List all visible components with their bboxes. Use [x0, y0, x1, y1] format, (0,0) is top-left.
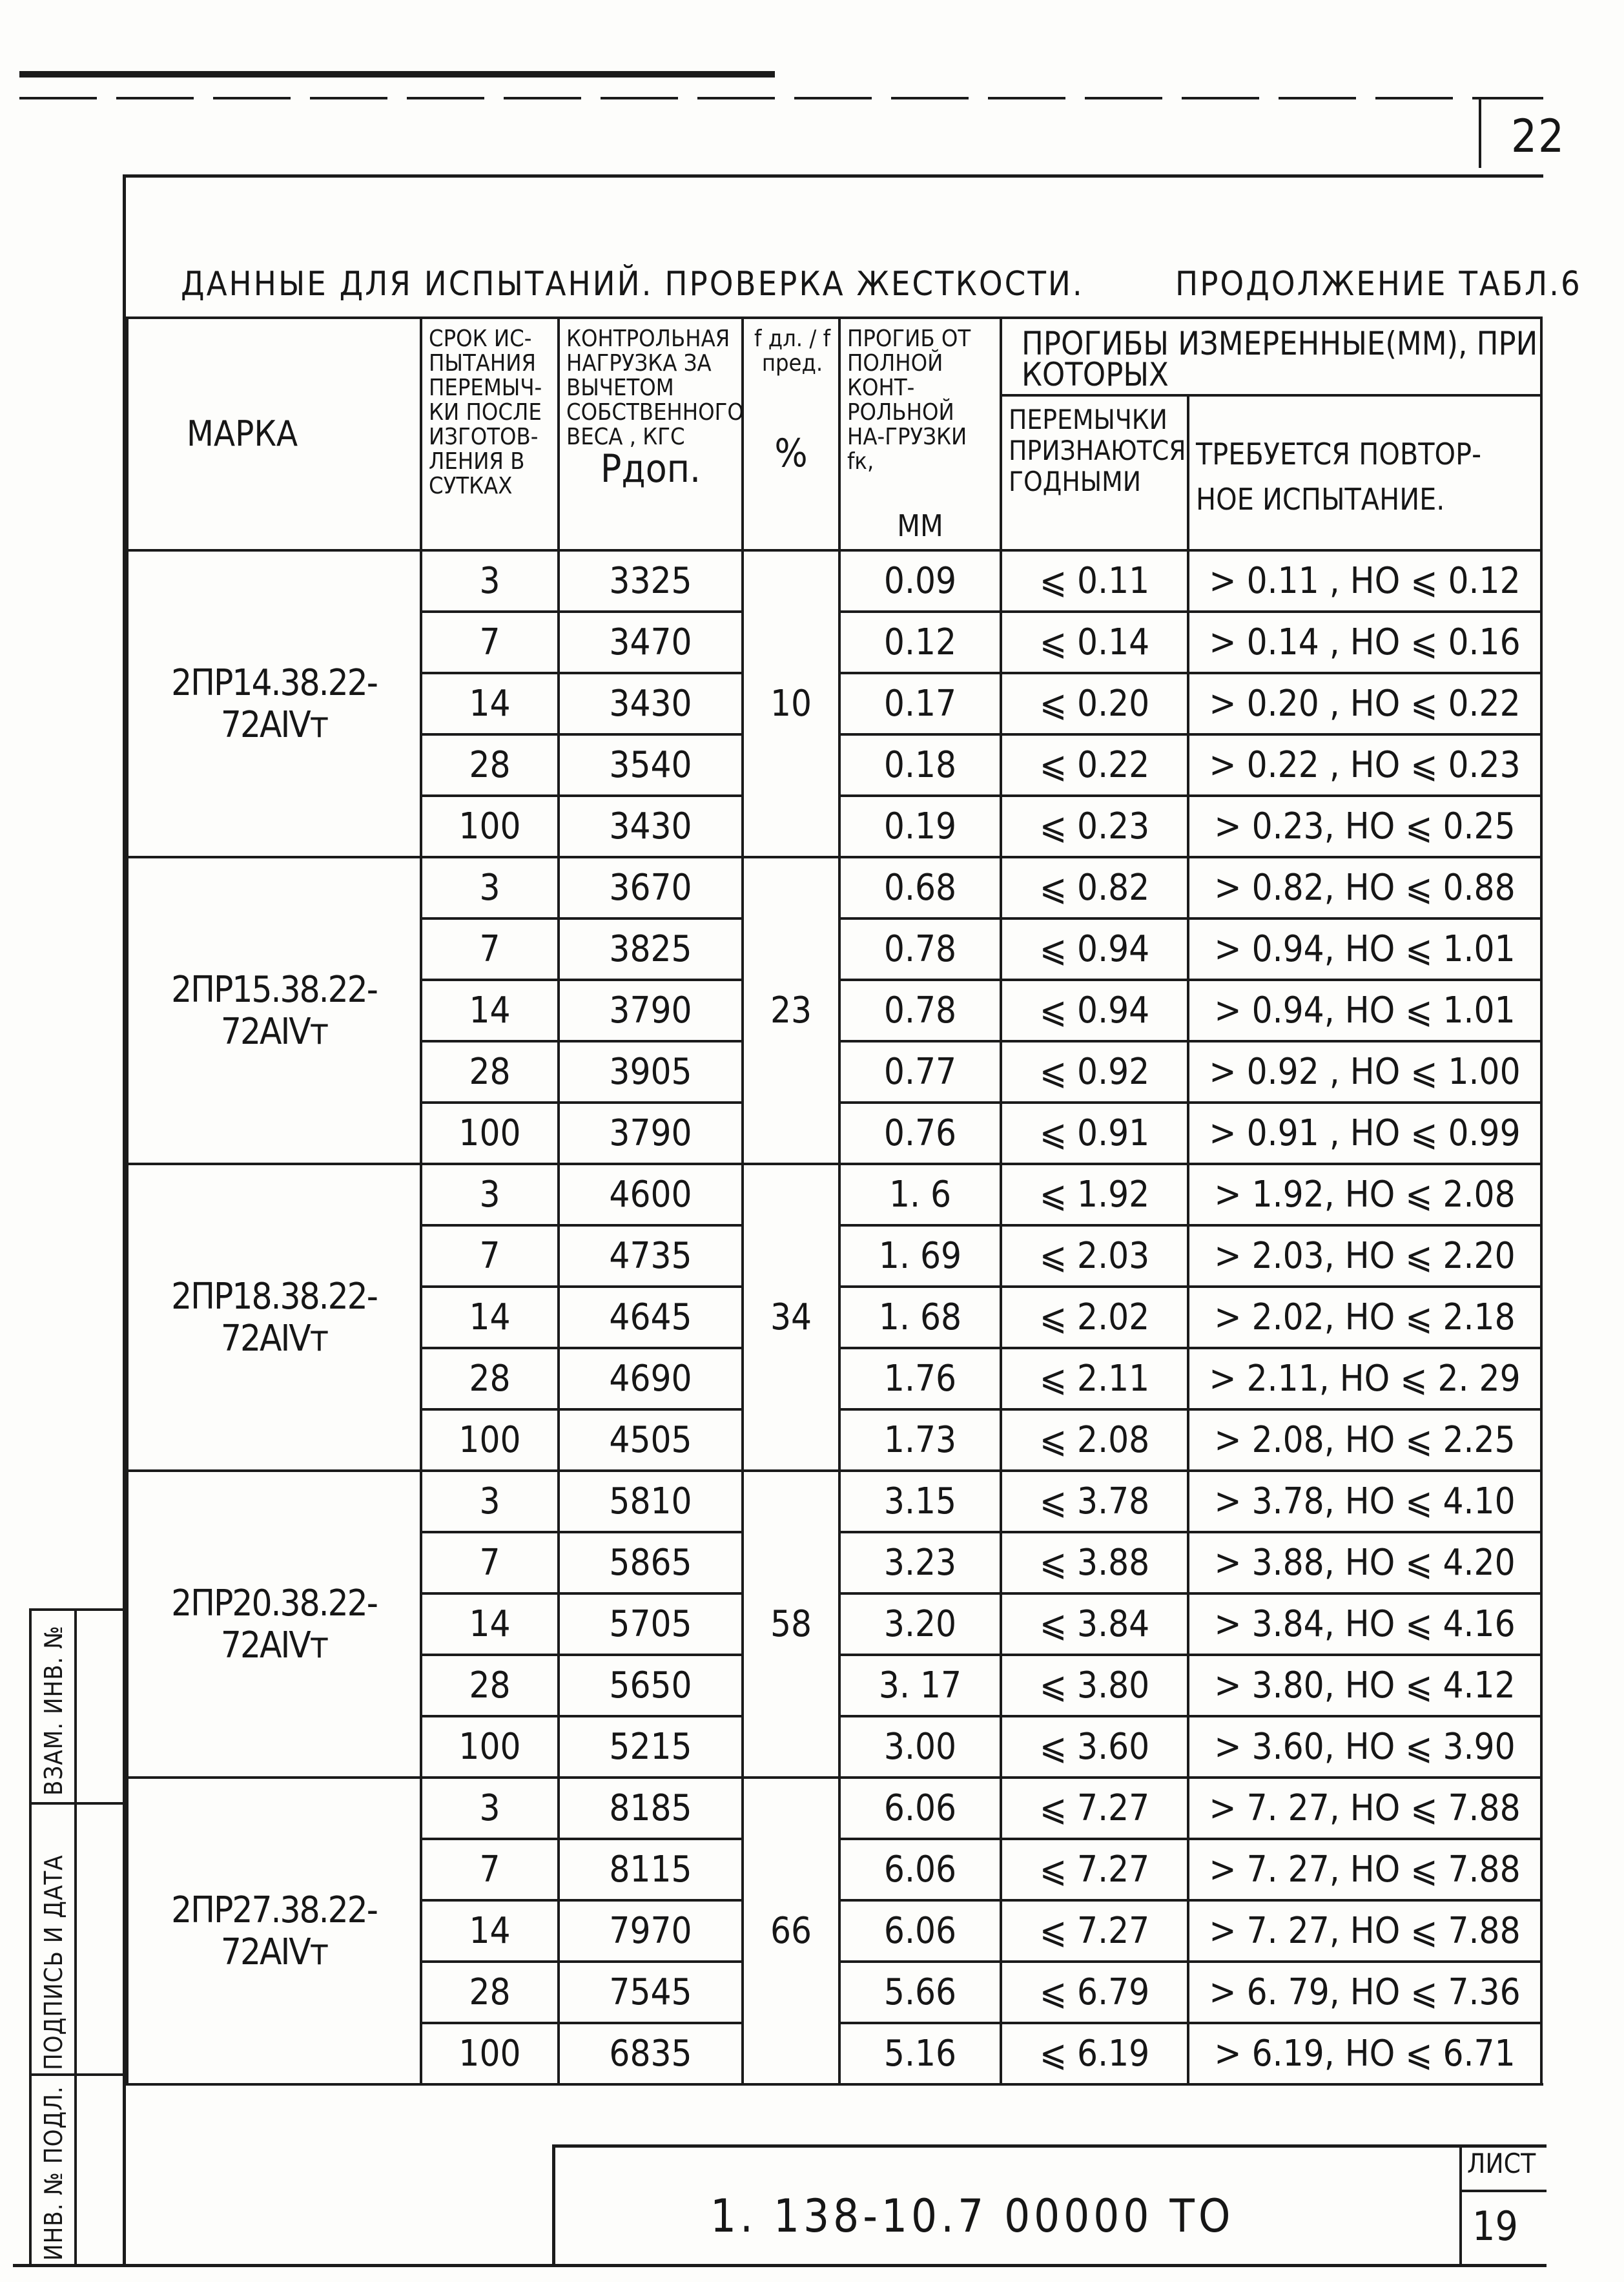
deflection-cell: 3.20	[839, 1593, 1001, 1655]
days-cell: 28	[421, 734, 559, 796]
good-limit-cell: ⩽ 0.11	[1001, 550, 1188, 612]
days-cell: 100	[421, 796, 559, 857]
good-limit-cell: ⩽ 3.88	[1001, 1532, 1188, 1593]
load-cell: 3790	[559, 980, 743, 1041]
retest-limit-cell: > 0.22 , НО ⩽ 0.23	[1188, 734, 1541, 796]
side-label-inv: ИНВ. № ПОДЛ.	[39, 2086, 68, 2261]
load-cell: 3430	[559, 673, 743, 734]
load-cell: 4505	[559, 1409, 743, 1471]
ratio-cell: 66	[743, 1778, 839, 2084]
load-cell: 4600	[559, 1164, 743, 1225]
deflection-cell: 0.19	[839, 796, 1001, 857]
load-cell: 6835	[559, 2023, 743, 2084]
load-cell: 7545	[559, 1962, 743, 2023]
side-strip-div1	[29, 1802, 123, 1805]
deflection-cell: 6.06	[839, 1778, 1001, 1839]
good-limit-cell: ⩽ 0.22	[1001, 734, 1188, 796]
retest-limit-cell: > 0.91 , НО ⩽ 0.99	[1188, 1103, 1541, 1164]
deflection-cell: 1. 6	[839, 1164, 1001, 1225]
good-limit-cell: ⩽ 0.94	[1001, 918, 1188, 980]
load-cell: 4735	[559, 1225, 743, 1287]
deflection-cell: 3.23	[839, 1532, 1001, 1593]
load-cell: 8115	[559, 1839, 743, 1900]
table-row	[127, 1778, 1541, 1839]
sheet-number: 19	[1472, 2203, 1518, 2250]
retest-limit-cell: > 0.23, НО ⩽ 0.25	[1188, 796, 1541, 857]
load-cell: 3430	[559, 796, 743, 857]
retest-limit-cell: > 3.60, НО ⩽ 3.90	[1188, 1716, 1541, 1778]
good-limit-cell: ⩽ 3.80	[1001, 1655, 1188, 1716]
retest-limit-cell: > 0.94, НО ⩽ 1.01	[1188, 918, 1541, 980]
ratio-cell: 10	[743, 550, 839, 857]
page-number-tick	[1479, 97, 1481, 168]
retest-limit-cell: > 0.14 , НО ⩽ 0.16	[1188, 612, 1541, 673]
retest-limit-cell: > 3.84, НО ⩽ 4.16	[1188, 1593, 1541, 1655]
frame-bottom-divider	[123, 2083, 1543, 2086]
days-cell: 7	[421, 1532, 559, 1593]
header-nagruzka-symbol: Рдоп.	[600, 446, 701, 492]
good-limit-cell: ⩽ 7.27	[1001, 1900, 1188, 1962]
retest-limit-cell: > 6. 79, НО ⩽ 7.36	[1188, 1962, 1541, 2023]
retest-limit-cell: > 0.94, НО ⩽ 1.01	[1188, 980, 1541, 1041]
header-good: ПЕРЕМЫЧКИ ПРИЗНАЮТСЯ ГОДНЫМИ	[1001, 395, 1188, 550]
days-cell: 3	[421, 550, 559, 612]
good-limit-cell: ⩽ 0.23	[1001, 796, 1188, 857]
deflection-cell: 3.00	[839, 1716, 1001, 1778]
table-continuation: ПРОДОЛЖЕНИЕ ТАБЛ.6	[1175, 265, 1582, 304]
retest-limit-cell: > 0.20 , НО ⩽ 0.22	[1188, 673, 1541, 734]
deflection-cell: 0.18	[839, 734, 1001, 796]
table-title: ДАННЫЕ ДЛЯ ИСПЫТАНИЙ. ПРОВЕРКА ЖЕСТКОСТИ.	[181, 265, 1084, 304]
deflection-cell: 5.66	[839, 1962, 1001, 2023]
side-strip-div2	[29, 2073, 123, 2076]
top-rule-dashed	[19, 97, 1543, 99]
table-row	[127, 1164, 1541, 1225]
load-cell: 4690	[559, 1348, 743, 1409]
deflection-cell: 0.78	[839, 918, 1001, 980]
deflection-cell: 3. 17	[839, 1655, 1001, 1716]
header-ratio-unit: %	[774, 431, 808, 476]
deflection-cell: 0.17	[839, 673, 1001, 734]
side-strip-mid	[74, 1608, 77, 2267]
days-cell: 14	[421, 980, 559, 1041]
load-cell: 3670	[559, 857, 743, 918]
retest-limit-cell: > 0.82, НО ⩽ 0.88	[1188, 857, 1541, 918]
retest-limit-cell: > 6.19, НО ⩽ 6.71	[1188, 2023, 1541, 2084]
header-retest: ТРЕБУЕТСЯ ПОВТОР-НОЕ ИСПЫТАНИЕ.	[1188, 395, 1541, 550]
retest-limit-cell: > 1.92, НО ⩽ 2.08	[1188, 1164, 1541, 1225]
marka-cell: 2ПР15.38.22-72АIVт	[127, 857, 421, 1164]
ratio-cell: 34	[743, 1164, 839, 1471]
load-cell: 5865	[559, 1532, 743, 1593]
marka-cell: 2ПР20.38.22-72АIVт	[127, 1471, 421, 1778]
deflection-cell: 3.15	[839, 1471, 1001, 1532]
days-cell: 100	[421, 2023, 559, 2084]
load-cell: 5810	[559, 1471, 743, 1532]
days-cell: 14	[421, 1287, 559, 1348]
good-limit-cell: ⩽ 2.08	[1001, 1409, 1188, 1471]
page-number: 22	[1511, 110, 1566, 163]
deflection-cell: 0.78	[839, 980, 1001, 1041]
deflection-cell: 6.06	[839, 1900, 1001, 1962]
load-cell: 3540	[559, 734, 743, 796]
good-limit-cell: ⩽ 3.78	[1001, 1471, 1188, 1532]
retest-limit-cell: > 0.92 , НО ⩽ 1.00	[1188, 1041, 1541, 1103]
side-strip	[29, 1608, 123, 2267]
load-cell: 4645	[559, 1287, 743, 1348]
days-cell: 14	[421, 1593, 559, 1655]
deflection-cell: 0.12	[839, 612, 1001, 673]
load-cell: 5650	[559, 1655, 743, 1716]
deflection-cell: 0.09	[839, 550, 1001, 612]
good-limit-cell: ⩽ 2.03	[1001, 1225, 1188, 1287]
days-cell: 7	[421, 612, 559, 673]
ratio-cell: 58	[743, 1471, 839, 1778]
sheet-label: ЛИСТ	[1467, 2148, 1536, 2179]
deflection-cell: 1. 69	[839, 1225, 1001, 1287]
good-limit-cell: ⩽ 6.79	[1001, 1962, 1188, 2023]
load-cell: 3470	[559, 612, 743, 673]
good-limit-cell: ⩽ 7.27	[1001, 1778, 1188, 1839]
retest-limit-cell: > 7. 27, НО ⩽ 7.88	[1188, 1900, 1541, 1962]
header-srok: СРОК ИС-ПЫТАНИЯ ПЕРЕМЫЧ-КИ ПОСЛЕ ИЗГОТОВ-ЛЕНИЯ В СУТКАХ	[421, 318, 559, 550]
retest-limit-cell: > 2.03, НО ⩽ 2.20	[1188, 1225, 1541, 1287]
marka-cell: 2ПР14.38.22-72АIVт	[127, 550, 421, 857]
days-cell: 28	[421, 1348, 559, 1409]
good-limit-cell: ⩽ 7.27	[1001, 1839, 1188, 1900]
table-row	[127, 550, 1541, 612]
header-marka: МАРКА	[127, 318, 421, 550]
load-cell: 5215	[559, 1716, 743, 1778]
days-cell: 100	[421, 1716, 559, 1778]
days-cell: 28	[421, 1962, 559, 2023]
load-cell: 3825	[559, 918, 743, 980]
retest-limit-cell: > 2.08, НО ⩽ 2.25	[1188, 1409, 1541, 1471]
good-limit-cell: ⩽ 0.91	[1001, 1103, 1188, 1164]
deflection-cell: 6.06	[839, 1839, 1001, 1900]
header-progib: ПРОГИБ ОТ ПОЛНОЙ КОНТ-РОЛЬНОЙ НА-ГРУЗКИ fк, ММ	[839, 318, 1001, 550]
days-cell: 100	[421, 1103, 559, 1164]
good-limit-cell: ⩽ 0.14	[1001, 612, 1188, 673]
bottom-border	[13, 2264, 1547, 2267]
side-strip-left	[29, 1608, 32, 2267]
header-measured: ПРОГИБЫ ИЗМЕРЕННЫЕ(ММ), ПРИ КОТОРЫХ	[1001, 318, 1541, 395]
days-cell: 3	[421, 857, 559, 918]
days-cell: 28	[421, 1655, 559, 1716]
good-limit-cell: ⩽ 0.82	[1001, 857, 1188, 918]
marka-cell: 2ПР27.38.22-72АIVт	[127, 1778, 421, 2084]
days-cell: 3	[421, 1778, 559, 1839]
load-cell: 3905	[559, 1041, 743, 1103]
retest-limit-cell: > 0.11 , НО ⩽ 0.12	[1188, 550, 1541, 612]
days-cell: 7	[421, 1839, 559, 1900]
deflection-cell: 0.76	[839, 1103, 1001, 1164]
good-limit-cell: ⩽ 1.92	[1001, 1164, 1188, 1225]
header-nagruzka: КОНТРОЛЬНАЯ НАГРУЗКА ЗА ВЫЧЕТОМ СОБСТВЕННОГО ВЕСА , КГС Рдоп.	[559, 318, 743, 550]
days-cell: 7	[421, 1225, 559, 1287]
retest-limit-cell: > 3.78, НО ⩽ 4.10	[1188, 1471, 1541, 1532]
retest-limit-cell: > 7. 27, НО ⩽ 7.88	[1188, 1778, 1541, 1839]
days-cell: 3	[421, 1164, 559, 1225]
top-rule	[19, 71, 775, 78]
deflection-table	[126, 316, 1543, 2086]
ratio-cell: 23	[743, 857, 839, 1164]
side-label-podpis: ПОДПИСЬ И ДАТА	[39, 1854, 68, 2070]
load-cell: 5705	[559, 1593, 743, 1655]
load-cell: 7970	[559, 1900, 743, 1962]
days-cell: 100	[421, 1409, 559, 1471]
days-cell: 14	[421, 673, 559, 734]
deflection-cell: 5.16	[839, 2023, 1001, 2084]
deflection-cell: 1.73	[839, 1409, 1001, 1471]
good-limit-cell: ⩽ 3.60	[1001, 1716, 1188, 1778]
good-limit-cell: ⩽ 0.94	[1001, 980, 1188, 1041]
good-limit-cell: ⩽ 6.19	[1001, 2023, 1188, 2084]
retest-limit-cell: > 2.11, НО ⩽ 2. 29	[1188, 1348, 1541, 1409]
load-cell: 3790	[559, 1103, 743, 1164]
table-row	[127, 1471, 1541, 1532]
good-limit-cell: ⩽ 0.20	[1001, 673, 1188, 734]
days-cell: 14	[421, 1900, 559, 1962]
header-progib-unit: ММ	[897, 508, 943, 543]
deflection-cell: 0.77	[839, 1041, 1001, 1103]
days-cell: 7	[421, 918, 559, 980]
good-limit-cell: ⩽ 0.92	[1001, 1041, 1188, 1103]
header-ratio: f дл. / f пред. %	[743, 318, 839, 550]
marka-cell: 2ПР18.38.22-72АIVт	[127, 1164, 421, 1471]
retest-limit-cell: > 7. 27, НО ⩽ 7.88	[1188, 1839, 1541, 1900]
good-limit-cell: ⩽ 3.84	[1001, 1593, 1188, 1655]
table-row	[127, 857, 1541, 918]
load-cell: 8185	[559, 1778, 743, 1839]
load-cell: 3325	[559, 550, 743, 612]
good-limit-cell: ⩽ 2.02	[1001, 1287, 1188, 1348]
sheet-divider	[1459, 2190, 1547, 2192]
retest-limit-cell: > 3.88, НО ⩽ 4.20	[1188, 1532, 1541, 1593]
side-label-vzam: ВЗАМ. ИНВ. №	[39, 1625, 68, 1796]
retest-limit-cell: > 2.02, НО ⩽ 2.18	[1188, 1287, 1541, 1348]
document-code: 1. 138-10.7 00000 ТО	[710, 2190, 1235, 2243]
deflection-cell: 1. 68	[839, 1287, 1001, 1348]
retest-limit-cell: > 3.80, НО ⩽ 4.12	[1188, 1655, 1541, 1716]
good-limit-cell: ⩽ 2.11	[1001, 1348, 1188, 1409]
deflection-cell: 0.68	[839, 857, 1001, 918]
days-cell: 28	[421, 1041, 559, 1103]
deflection-cell: 1.76	[839, 1348, 1001, 1409]
days-cell: 3	[421, 1471, 559, 1532]
